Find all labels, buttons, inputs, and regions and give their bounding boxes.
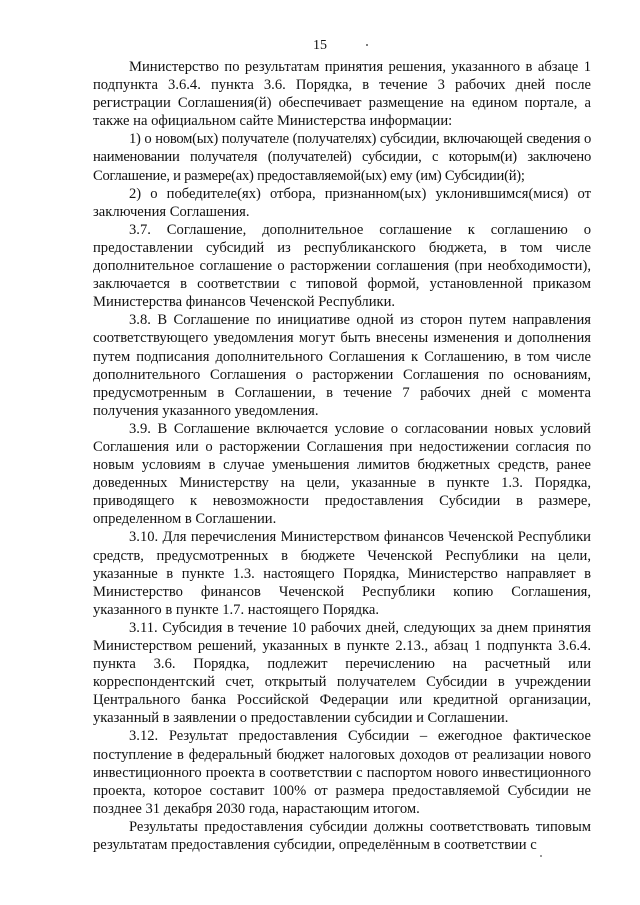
- paragraph-3-7: 3.7. Соглашение, дополнительное соглашение к соглашению о предоставлении субсидий из республиканского бюджета, в том числе дополнительное соглашение о расторжении соглашения (при необходимости), заключается в соответствии с типовой формой, установленной приказом Министерства финансов Чеченской Республики.: [93, 221, 591, 311]
- page-number: 15: [313, 38, 327, 53]
- document-body: [93, 58, 591, 854]
- scan-speck: [366, 44, 368, 46]
- paragraph-3-12: 3.12. Результат предоставления Субсидии – ежегодное фактическое поступление в федеральный бюджет налоговых доходов от реализации нового инвестиционного проекта в соответствии с паспортом нового инвестиционного проекта, которое составит 100% от размера предоставляемой Субсидии не позднее 31 декабря 2030 года, нарастающим итогом.: [93, 728, 591, 817]
- paragraph-results: Результаты предоставления субсидии должны соответствовать типовым результатам предоставления субсидии, определённым в соответствии с: [93, 818, 591, 854]
- paragraph-3-8: 3.8. В Соглашение по инициативе одной из сторон путем направления соответствующего уведомления могут быть внесены изменения и дополнения путем подписания дополнительного Соглашения к Соглашению, в том числе дополнительного Соглашения о расторжении Соглашения по основаниям, предусмотренным в Соглашении, в течение 7 рабочих дней с момента получения указанного уведомления.: [93, 312, 591, 419]
- paragraph-3-11: 3.11. Субсидия в течение 10 рабочих дней, следующих за днем принятия Министерством решений, указанных в пункте 2.13., абзац 1 подпункта 3.6.4. пункта 3.6. Порядка, подлежит перечислению на расчетный или корреспондентский счет, открытый получателем Субсидии в учреждении Центрального банка Российской Федерации или кредитной организации, указанный в заявлении о предоставлении субсидии и Соглашении.: [93, 619, 591, 727]
- paragraph-winner-evaded: 2) о победителе(ях) отбора, признанном(ых) уклонившимся(мися) от заключения Соглашения.: [93, 185, 591, 220]
- paragraph-3-9: 3.9. В Соглашение включается условие о согласовании новых условий Соглашения или о расторжении Соглашения при недостижении согласия по новым условиям в случае уменьшения лимитов бюджетных средств, ранее доведенных Министерству на цели, указанные в пункте 1.3. Порядка, приводящего к невозможности предоставления Субсидии в размере, определенном в Соглашении.: [93, 420, 591, 528]
- scan-speck: [540, 855, 542, 857]
- paragraph-new-recipient: 1) о новом(ых) получателе (получателях) субсидии, включающей сведения о наименовании получателя (получателей) субсидии, с которым(и) заключено Соглашение, и размере(ах) предоставляемой(ых) ему (им) Субсидии(й);: [93, 131, 591, 184]
- paragraph-ministry-publication: Министерство по результатам принятия решения, указанного в абзаце 1 подпункта 3.6.4. пункта 3.6. Порядка, в течение 3 рабочих дней после регистрации Соглашения(й) обеспечивает размещение на едином портале, а также на официальном сайте Министерства информации:: [93, 59, 591, 130]
- paragraph-3-10: 3.10. Для перечисления Министерством финансов Чеченской Республики средств, предусмотренных в бюджете Чеченской Республики на цели, указанные в пункте 1.3. настоящего Порядка, Министерство направляет в Министерство финансов Чеченской Республики копию Соглашения, указанного в пункте 1.7. настоящего Порядка.: [93, 529, 591, 618]
